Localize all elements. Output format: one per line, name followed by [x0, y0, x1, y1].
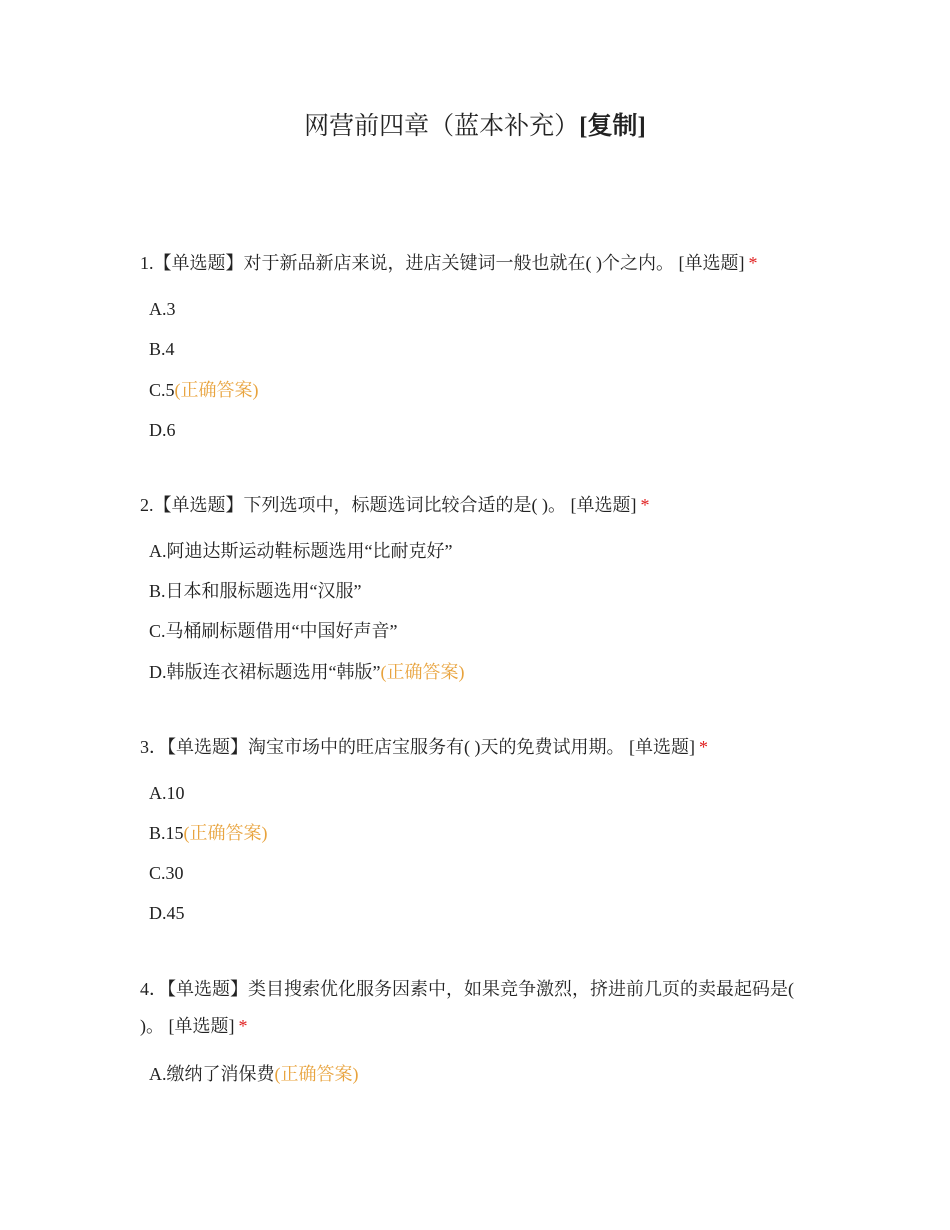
- title-text: 网营前四章（蓝本补充）: [304, 113, 580, 140]
- option-3d: D.45: [149, 903, 185, 923]
- question-text: 4．【单选题】类目搜索优化服务因素中，如果竞争激烈，挤进前几页的卖最起码是( )。 [单选题] *: [140, 979, 794, 1036]
- page-title: [0, 110, 950, 144]
- option-2b: B.日本和服标题选用“汉服”: [149, 581, 362, 601]
- question-type: [单选题]: [678, 253, 745, 273]
- title-suffix: [复制]: [579, 113, 646, 140]
- option-2c: C.马桶刷标题借用“中国好声音”: [149, 621, 398, 641]
- option-2a: A.阿迪达斯运动鞋标题选用“比耐克好”: [149, 541, 453, 561]
- required-mark: *: [699, 737, 708, 757]
- question-3: [140, 729, 820, 766]
- question-text: 2.【单选题】下列选项中，标题选词比较合适的是( )。 [单选题] *: [140, 495, 650, 515]
- question-type: [单选题]: [168, 1016, 235, 1036]
- option-4a: A.缴纳了消保费(正确答案): [149, 1064, 359, 1084]
- option-1b: B.4: [149, 339, 175, 359]
- option-1d: D.6: [149, 420, 176, 440]
- option-2d: D.韩版连衣裙标题选用“韩版”(正确答案): [149, 662, 465, 682]
- question-type: [单选题]: [629, 737, 695, 757]
- question-2: [140, 487, 820, 524]
- required-mark: *: [238, 1016, 248, 1036]
- question-4: [140, 971, 820, 1045]
- question-text: 1.【单选题】对于新品新店来说，进店关键词一般也就在( )个之内。 [单选题] *: [140, 253, 758, 273]
- question-text: 3．【单选题】淘宝市场中的旺店宝服务有( )天的免费试用期。 [单选题] *: [140, 737, 708, 757]
- option-3a: A.10: [149, 783, 185, 803]
- option-3b: B.15(正确答案): [149, 823, 268, 843]
- question-1: [140, 245, 820, 282]
- required-mark: *: [748, 253, 758, 273]
- correct-answer-mark: (正确答案): [183, 823, 268, 843]
- option-1a: A.3: [149, 299, 176, 319]
- option-3c: C.30: [149, 863, 184, 883]
- correct-answer-mark: (正确答案): [380, 662, 465, 682]
- required-mark: *: [640, 495, 650, 515]
- correct-answer-mark: (正确答案): [174, 380, 259, 400]
- option-1c: C.5(正确答案): [149, 380, 259, 400]
- correct-answer-mark: (正确答案): [274, 1064, 359, 1084]
- question-type: [单选题]: [570, 495, 637, 515]
